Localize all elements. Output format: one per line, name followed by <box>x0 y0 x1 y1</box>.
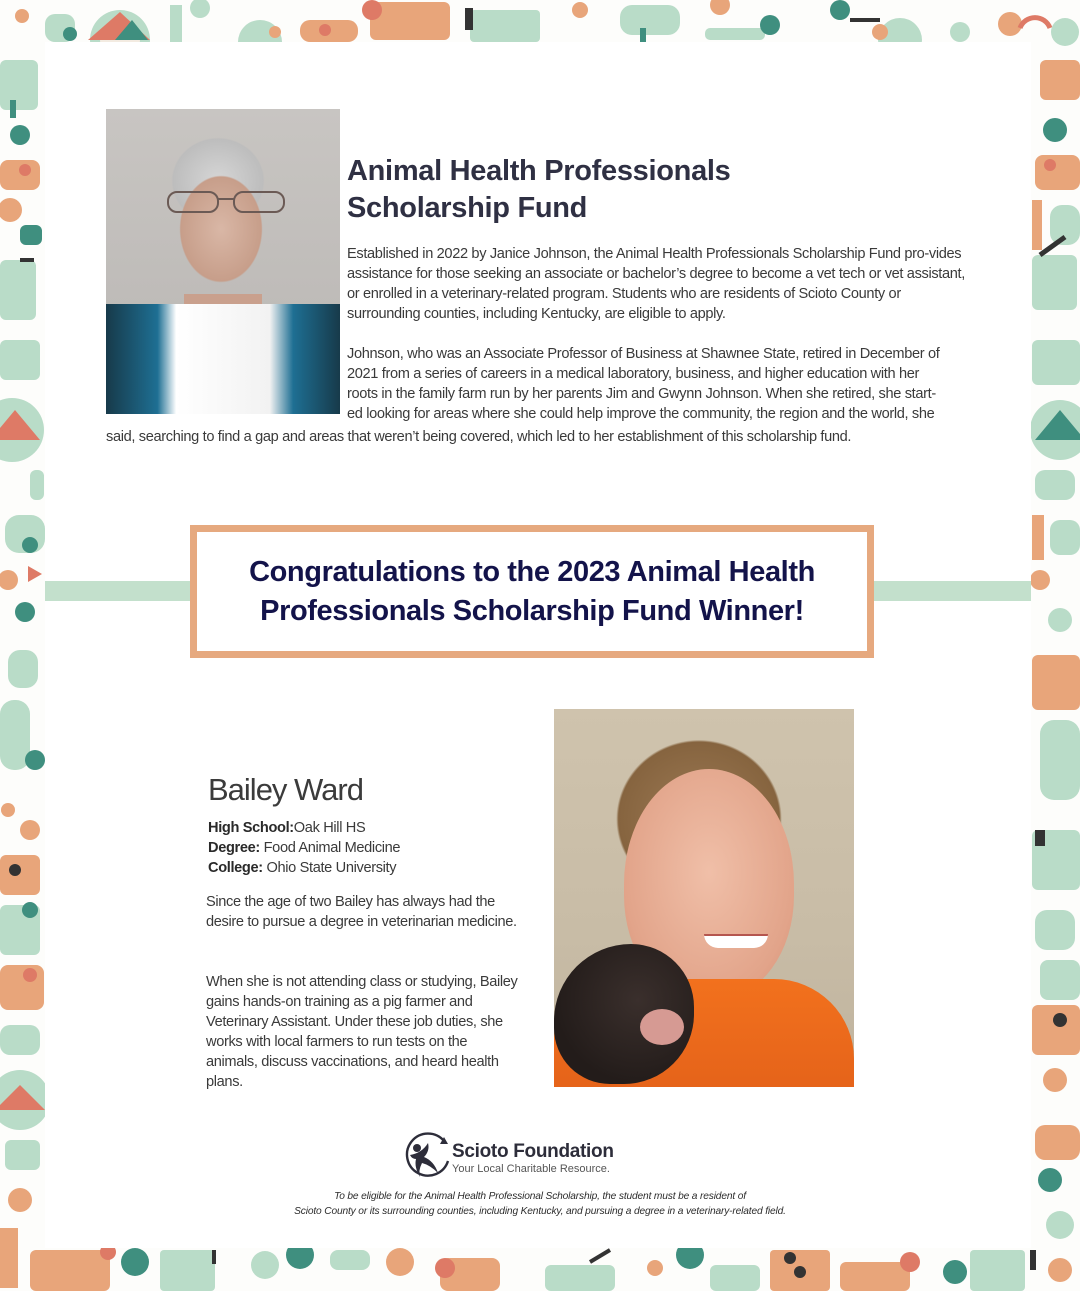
piglet-snout-shape <box>640 1009 684 1045</box>
fund-paragraph-2-tail: said, searching to find a gap and areas that weren’t being covered, which led to her establishment of this scholarship fund. <box>106 429 852 445</box>
fact-value: Oak Hill HS <box>293 820 366 836</box>
fact-high-school <box>208 818 400 838</box>
scioto-foundation-logo <box>404 1131 614 1179</box>
eligibility-note-line2: Scioto County or its surrounding counties, including Kentucky, and pursuing a degree in a veterinary-related field. <box>294 1206 786 1217</box>
fund-paragraph-1: Established in 2022 by Janice Johnson, the Animal Health Professionals Scholarship Fund pro-vides assistance for those seeking an associate or bachelor’s degree to become a vet tech or vet assistant, or enrolled in a veterinary-related program. Students who are residents of Scioto County or surrounding counties, including Kentucky, are eligible to apply. <box>347 246 965 322</box>
fund-title-line1: Animal Health Professionals <box>347 155 731 187</box>
fund-title-line2: Scholarship Fund <box>347 192 588 224</box>
logo-tagline: Your Local Charitable Resource. <box>452 1163 610 1175</box>
fund-title <box>347 153 947 227</box>
winner-smile-shape <box>704 934 768 948</box>
eligibility-note-line1: To be eligible for the Animal Health Professional Scholarship, the student must be a resident of <box>334 1191 746 1202</box>
founder-photo <box>106 109 340 414</box>
foundation-figure-icon <box>404 1131 452 1179</box>
congrats-line2: Professionals Scholarship Fund Winner! <box>260 594 804 627</box>
founder-jacket-shape <box>106 304 340 414</box>
fact-label: College: <box>208 860 263 876</box>
logo-text <box>452 1141 614 1175</box>
paragraph-2-line: Johnson, who was an Associate Professor of Business at Shawnee State, retired in December of <box>347 346 940 362</box>
glasses-icon <box>166 189 286 215</box>
fact-value: Food Animal Medicine <box>259 840 401 856</box>
fact-label: High School: <box>208 820 294 836</box>
congratulations-banner <box>190 525 874 658</box>
logo-name: Scioto Foundation <box>452 1141 614 1162</box>
paragraph-2-line: roots in the family farm run by her parents Jim and Gwynn Johnson. When she retired, she start- <box>347 386 936 402</box>
winner-bio-2: When she is not attending class or studying, Bailey gains hands-on training as a pig farmer and Veterinary Assistant. Under these job duties, she works with local farmers to run tests on the animals, discuss vaccinations, and heard health plans. <box>206 974 518 1090</box>
fact-label: Degree: <box>208 840 260 856</box>
winner-photo <box>554 709 854 1087</box>
eligibility-note <box>150 1189 930 1219</box>
fact-degree <box>208 838 400 858</box>
paragraph-2-line: 2021 from a series of careers in a medical laboratory, business, and higher education with her <box>347 366 919 382</box>
winner-name: Bailey Ward <box>208 772 363 807</box>
paragraph-2-line: ed looking for areas where she could help improve the community, the region and the world, she <box>347 406 935 422</box>
congratulations-heading <box>249 553 815 631</box>
congrats-line1: Congratulations to the 2023 Animal Health <box>249 555 815 588</box>
winner-facts <box>208 818 400 878</box>
fact-value: Ohio State University <box>262 860 397 876</box>
winner-bio-1: Since the age of two Bailey has always had the desire to pursue a degree in veterinarian medicine. <box>206 894 517 930</box>
fund-paragraph-2 <box>347 344 982 424</box>
fact-college <box>208 858 400 878</box>
